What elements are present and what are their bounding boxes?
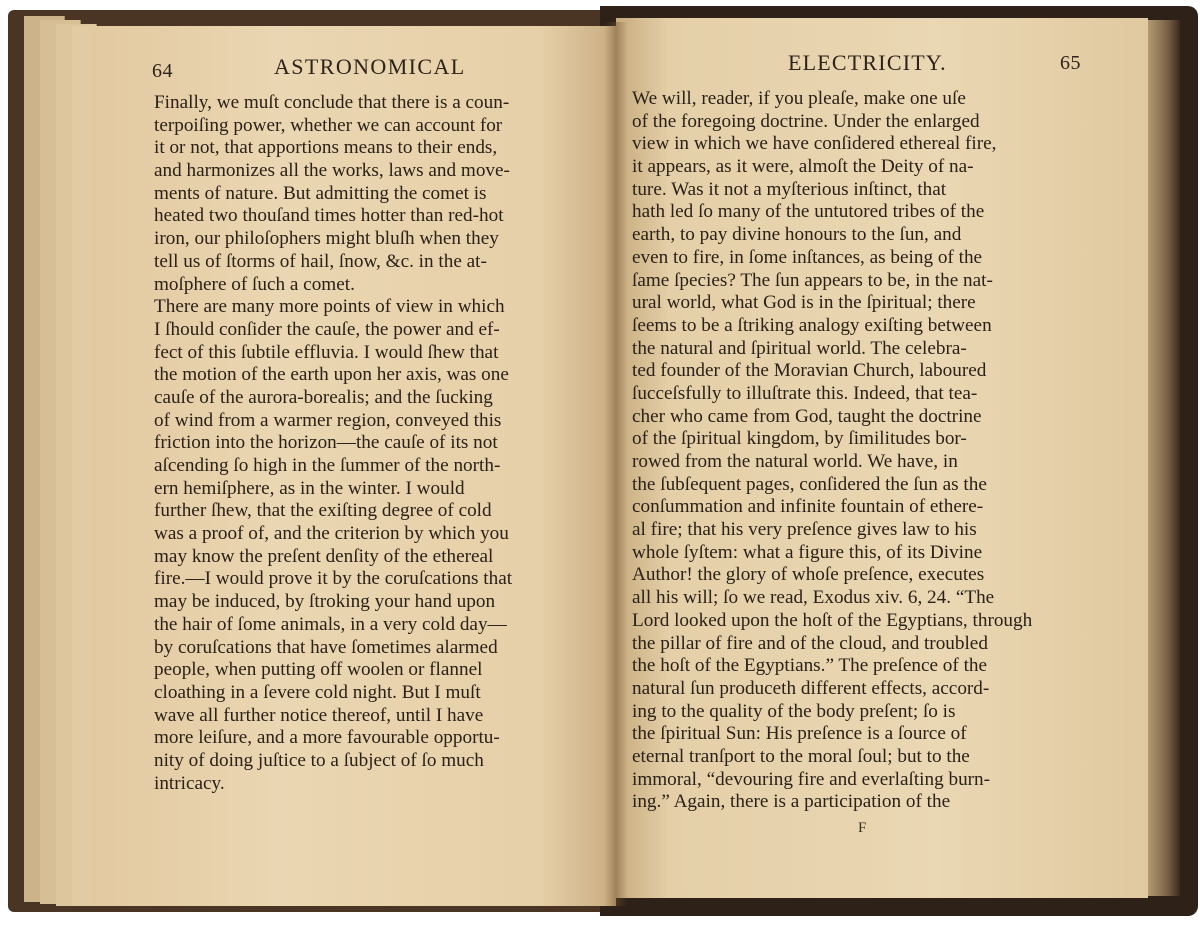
text-line: it appears, as it were, almoſt the Deity of na- xyxy=(632,156,974,178)
text-line: iron, our philoſophers might bluſh when they xyxy=(154,228,499,250)
text-line: terpoiſing power, whether we can account for xyxy=(154,114,503,136)
text-line: ural world, what God is in the ſpiritual; there xyxy=(632,292,976,314)
text-line: eternal tranſport to the moral ſoul; but to the xyxy=(632,745,970,767)
text-line: heated two thouſand times hotter than red-hot xyxy=(154,205,504,227)
text-line: intricacy. xyxy=(154,772,225,794)
text-line: Author! the glory of whoſe preſence, executes xyxy=(632,564,985,586)
text-line: al fire; that his very preſence gives law to his xyxy=(632,519,977,541)
text-line: of the ſpiritual kingdom, by ſimilitudes bor- xyxy=(632,428,967,450)
text-line: hath led ſo many of the untutored tribes of the xyxy=(632,201,985,223)
text-line: and harmonizes all the works, laws and move- xyxy=(154,160,510,182)
text-line: Lord looked upon the hoſt of the Egyptians, through xyxy=(632,609,1033,631)
text-line: cher who came from God, taught the doctrine xyxy=(632,405,982,427)
text-line: the hoſt of the Egyptians.” The preſence of the xyxy=(632,655,988,677)
text-line: earth, to pay divine honours to the ſun, and xyxy=(632,224,962,246)
text-line: of the foregoing doctrine. Under the enlarged xyxy=(632,110,980,132)
right-page xyxy=(616,18,1148,898)
text-line: ture. Was it not a myſterious inſtinct, that xyxy=(632,178,947,200)
running-head-right: ELECTRICITY. xyxy=(788,50,947,75)
text-line: immoral, “devouring fire and everlaſting burn- xyxy=(632,768,991,790)
text-line: was a proof of, and the criterion by which you xyxy=(154,523,509,545)
right-page-text xyxy=(632,88,1032,814)
text-line: rowed from the natural world. We have, in xyxy=(632,451,958,472)
text-line: cloathing in a ſevere cold night. But I muſt xyxy=(154,681,481,703)
text-line: We will, reader, if you pleaſe, make one uſe xyxy=(632,88,966,109)
signature-mark: F xyxy=(858,820,867,836)
text-line: ſeems to be a ſtriking analogy exiſting between xyxy=(632,314,992,336)
text-line: it or not, that apportions means to their ends, xyxy=(154,137,498,159)
left-page xyxy=(92,26,616,906)
text-line: natural ſun produceth different effects, accord- xyxy=(632,677,990,699)
text-line: Finally, we muſt conclude that there is a coun- xyxy=(154,92,510,113)
text-line: even to fire, in ſome inſtances, as being of the xyxy=(632,246,983,268)
text-line: fire.—I would prove it by the coruſcations that xyxy=(154,568,513,590)
text-line: ing.” Again, there is a participation of the xyxy=(632,791,951,813)
text-line: the hair of ſome animals, in a very cold day— xyxy=(154,613,507,635)
text-line: the motion of the earth upon her axis, was one xyxy=(154,364,509,386)
text-line: fect of this ſubtile effluvia. I would ſhew that xyxy=(154,341,499,363)
text-line: nity of doing juſtice to a ſubject of ſo much xyxy=(154,749,484,771)
text-line: may be induced, by ſtroking your hand upon xyxy=(154,591,496,613)
text-line: ſame ſpecies? The ſun appears to be, in the nat- xyxy=(632,269,993,291)
text-line: the natural and ſpiritual world. The celebra- xyxy=(632,337,967,359)
text-line: I ſhould conſider the cauſe, the power and ef- xyxy=(154,318,500,340)
text-line: friction into the horizon—the cauſe of its not xyxy=(154,432,498,454)
text-line: further ſhew, that the exiſting degree of cold xyxy=(154,500,492,522)
text-line: people, when putting off woolen or flannel xyxy=(154,659,483,681)
text-line: ſucceſsfully to illuſtrate this. Indeed, that tea- xyxy=(632,382,978,404)
text-line: ted founder of the Moravian Church, laboured xyxy=(632,360,987,382)
text-line: moſphere of ſuch a comet. xyxy=(154,273,355,295)
text-line: aſcending ſo high in the ſummer of the north- xyxy=(154,455,501,476)
text-line: view in which we have conſidered ethereal fire, xyxy=(632,133,997,155)
text-line: ments of nature. But admitting the comet is xyxy=(154,182,487,204)
text-line: of wind from a warmer region, conveyed this xyxy=(154,409,502,431)
text-line: cauſe of the aurora-borealis; and the ſucking xyxy=(154,386,493,408)
page-number-left: 64 xyxy=(152,60,173,82)
text-line: by coruſcations that have ſometimes alarmed xyxy=(154,636,498,658)
text-line: conſummation and infinite fountain of ethere- xyxy=(632,496,984,518)
text-line: all his will; ſo we read, Exodus xiv. 6, 24. “The xyxy=(632,587,995,609)
text-line: whole ſyſtem: what a figure this, of its Divine xyxy=(632,541,983,563)
left-page-text xyxy=(154,92,512,795)
text-line: There are many more points of view in which xyxy=(154,296,505,318)
text-line: ing to the quality of the body preſent; ſo is xyxy=(632,700,956,722)
page-number-right: 65 xyxy=(1060,52,1081,74)
text-line: the pillar of fire and of the cloud, and troubled xyxy=(632,632,988,654)
text-line: more leiſure, and a more favourable opportu- xyxy=(154,727,500,749)
text-line: the ſpiritual Sun: His preſence is a ſource of xyxy=(632,723,967,745)
text-line: ern hemiſphere, as in the winter. I would xyxy=(154,477,465,499)
running-head-left: ASTRONOMICAL xyxy=(274,54,466,79)
text-line: the ſubſequent pages, conſidered the ſun as the xyxy=(632,473,987,495)
text-line: tell us of ſtorms of hail, ſnow, &c. in the at- xyxy=(154,250,487,272)
text-line: may know the preſent denſity of the ethereal xyxy=(154,545,494,567)
page-stack-edge-right xyxy=(1148,20,1180,896)
book-gutter xyxy=(604,22,628,906)
text-line: wave all further notice thereof, until I have xyxy=(154,704,484,726)
